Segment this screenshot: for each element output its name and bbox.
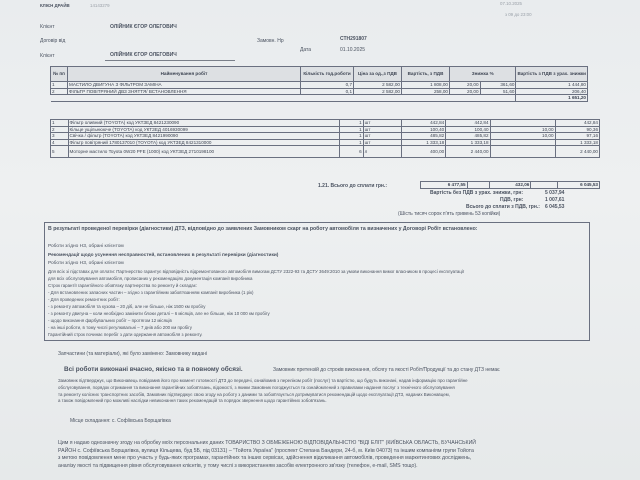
paragraph-line: а також повідомлений про можливі наслідки невиконання таких рекомендацій та порядок звернення щодо гарантійних зобов'язань. — [58, 398, 327, 404]
cell: 97,16 — [555, 133, 599, 140]
customer-underline — [105, 60, 235, 61]
findings-line: Роботи згідно НЗ, обрані клієнтом — [48, 244, 124, 249]
findings-box — [44, 222, 590, 341]
cell: 2 582,00 — [354, 88, 402, 95]
cell: 2 582,00 — [354, 82, 402, 89]
table-row — [51, 88, 588, 95]
cell: 2 — [51, 126, 69, 133]
order-value: СТН291807 — [340, 36, 367, 42]
col-discount: Знижка % — [450, 67, 516, 82]
consent-line: РАЙОН с. Софіївська Борщагівка, вулиця Кільцева, буд 5Б, під 03131) – "Тойота Україна" (проспект Степана Бандери, 24-б, м. Київ 04073) та іншим компаніям групи Тойота — [58, 447, 474, 454]
cell: 5 — [51, 146, 69, 158]
cell: 2 440,00 — [446, 146, 490, 158]
terms-line: - Для проведених ремонтних робіт: — [48, 297, 120, 302]
table-row — [51, 133, 600, 140]
cell: ФІЛЬТР ПОВІТРЯНИЙ ДВЗ ЗНЯТТЯ/ ВСТАНОВЛЕННЯ — [68, 88, 301, 95]
acknowledgement-paragraph — [58, 378, 468, 405]
cell: 51,60 — [480, 88, 516, 95]
paragraph-line: обслуговування, порядок отримання та виконання гарантійних зобов'язань, відомості, з якими Замовник погоджується та ознайомлений з правилами надання послуг з технічного обслуговування — [58, 384, 455, 390]
terms-line: - з ремонту двигуна – коли необхідно замінити блоки деталі – 6 місяців, але не більше, ніж 10 000 км пробігу — [48, 311, 270, 316]
cell: шт — [363, 139, 401, 146]
cell: Моторне мастило Toyota 0W20 PFE (1000) код УКТЗЕД 2710198100 — [68, 146, 339, 158]
col-cost: Вартість, з ПДВ — [402, 67, 450, 82]
cell: 20,00 — [450, 82, 481, 89]
cell: 1 — [339, 139, 363, 146]
cell: 485,82 — [401, 133, 445, 140]
cell — [490, 139, 555, 146]
vat-value: 1 007,61 — [545, 197, 565, 203]
cell: 10,00 — [490, 126, 555, 133]
recommendations-title: Рекомендації щодо усунення несправностей, встановлених в результаті перевірки (діагностики) — [48, 253, 279, 258]
cell: 100,40 — [401, 126, 445, 133]
no-vat-value: 5 037,94 — [545, 190, 565, 196]
cell: МАСТИЛО ДВИГУНА З ФІЛЬТРОМ ЗАМІНА — [68, 82, 301, 89]
cell — [490, 120, 555, 127]
col-hours: Кількість год.роботи — [301, 67, 354, 82]
cell: шт — [363, 126, 401, 133]
parts-table — [50, 119, 600, 158]
completion-statement: Всі роботи виконані вчасно, якісно та в повному обсязі. — [64, 366, 243, 373]
table-row — [51, 146, 600, 158]
paragraph-line: Замовник підтверджує, що Виконавець повідомив його про момент готовності ДТЗ до передачі, ознайомив з переліком робіт (послуг) та вартістю, що будуть виконані, надав інформацію про гарантійне — [58, 378, 468, 383]
cell: 1 333,18 — [401, 139, 445, 146]
table-row — [51, 120, 600, 127]
consent-paragraph — [58, 440, 476, 470]
cell: Фільтр повітряний 1780137010 (TOYOTA) код УКТЗЕД 8421310000 — [68, 139, 339, 146]
totals-table — [420, 181, 600, 189]
terms-line: Строк гарантії гарантійного обов'язку партнерства по ремонту й складає: — [48, 283, 198, 288]
date-value: 01.10.2025 — [340, 47, 366, 53]
customer-label: Клієнт — [40, 53, 55, 59]
table-row — [51, 82, 588, 89]
materials-note: Запчастини (та матеріали), які було замінено: Замовнику видані — [58, 351, 207, 357]
no-vat-label: Вартість без ПДВ з урах. знижки, грн: — [430, 190, 524, 196]
table-row — [51, 95, 588, 102]
col-number: № пп — [51, 67, 68, 82]
customer-value: ОЛІЙНИК ЄГОР ОЛЕГОВИЧ — [110, 52, 177, 58]
cell: 1 808,00 — [402, 82, 450, 89]
terms-line: - на інші роботи, в тому числі регулювальні – 7 днів або 200 км пробігу — [48, 325, 193, 330]
cell: 4 — [51, 139, 69, 146]
recommendations-line: Роботи згідно НЗ, обрані клієнтом — [48, 261, 124, 266]
order-label: Замовн. Нр — [257, 38, 284, 44]
cell: 3 — [51, 133, 69, 140]
cell: 1 — [339, 120, 363, 127]
cell: 20,00 — [450, 88, 481, 95]
cell: 485,82 — [446, 133, 490, 140]
cell: л — [363, 146, 401, 158]
col-name: Найменування робіт — [68, 67, 301, 82]
cell: 361,60 — [480, 82, 516, 89]
cell: 1 — [51, 120, 69, 127]
place-of-issue: Місце складання: с. Софіївська Борщагівка — [70, 418, 171, 424]
cell: 1 333,18 — [555, 139, 599, 146]
terms-line: - щодо виконання фарбувальних робіт – протягом 12 місяців — [48, 318, 172, 323]
cell: 2 440,00 — [555, 146, 599, 158]
sum-total: 6 045,53 — [558, 182, 600, 189]
cell: 258,00 — [402, 88, 450, 95]
work-table-header — [51, 67, 588, 82]
cell: 442,84 — [401, 120, 445, 127]
cell: 6 — [339, 146, 363, 158]
work-subtotal: 1 651,20 — [516, 95, 588, 102]
cell: 206,40 — [516, 88, 588, 95]
table-row — [51, 139, 600, 146]
cell: 2 — [51, 88, 68, 95]
table-row — [421, 182, 600, 189]
completion-statement-rest: Замовник претензій до строків виконання, обсягу та якості Робіт/Продукції та до стану ДТЗ немає — [273, 367, 500, 373]
sum-discount: 432,06 — [489, 182, 531, 189]
company-code: 14143279 — [90, 3, 110, 8]
cell — [490, 146, 555, 158]
contract-label: Договір від — [40, 38, 66, 44]
consent-line: з метою повідомлення мене про участь у будь-яких програмах, гарантійних та інших сервісах, здійснення відкликання автомобілів, проведення маркетингових досліджень, — [58, 455, 472, 462]
table-row — [51, 126, 600, 133]
total-in-words: (Шість тисяч сорок п'ять гривень 53 копійки) — [398, 211, 501, 217]
consent-line: Цим я надаю однозначну згоду на обробку моїх персональних даних ТОВАРИСТВО З ОБМЕЖЕНОЮ ВІДПОВІДАЛЬНІСТЮ "ВІДІ ЕЛІТ" (КИЇВСЬКА ОБЛАСТЬ, БУЧАНСЬКИЙ — [58, 440, 477, 446]
cell: Свічка / фільтр (TOYOTA) код УКТЗЕД 8421990090 — [68, 133, 339, 140]
total-value: 6 045,53 — [545, 204, 565, 210]
findings-title: В результаті проведеної перевірки (діагностики) ДТЗ, відповідно до заявлених Замовником скарг на роботу автомобіля та визначених у Договорі Робіт встановлено: — [48, 226, 478, 232]
terms-line: Для всіх зі підставах для оплати: Партнерство гарантує відповідність відремонтованого автомобіля вимогам ДСТУ 2322-93 та ДСТУ 3649:2010 за умови виконання вимог власником в процесі експлуатації — [48, 269, 465, 274]
cell: 442,84 — [555, 120, 599, 127]
consent-line: аналізу якості та підвищення рівня обслуговування клієнтів, у тому числі з використанням засобів електронного зв'язку (телефон, e-mail, SMS тощо). — [58, 462, 418, 469]
cell: шт — [363, 120, 401, 127]
terms-line: Гарантійний строк починає перебіг з дати одержання автомобіля з ремонту. — [48, 332, 203, 337]
total-label: Всього до сплати з ПДВ, грн.: — [466, 204, 540, 210]
cell: шт — [363, 133, 401, 140]
cell: 0,1 — [301, 88, 354, 95]
cell: 0,7 — [301, 82, 354, 89]
terms-line: для всіх обслуговування автомобіля, прописаних у рекомендаціях документація компанії виробника — [48, 276, 253, 281]
vat-label: ПДВ, грн: — [500, 197, 524, 203]
company-short-name: КЛІЄН ДРАЙВ — [40, 3, 70, 8]
header-time: з 09 до 23:00 — [505, 12, 532, 17]
cell: 1 — [339, 126, 363, 133]
cell: 1 — [339, 133, 363, 140]
cell: 1 — [51, 82, 68, 89]
sum-label: 1.21. Всього до сплати грн.: — [318, 183, 387, 189]
work-table — [50, 66, 588, 102]
cell: 90,36 — [555, 126, 599, 133]
client-label: Клієнт — [40, 24, 55, 30]
cell: Кільце ущільнююче (TOYOTA) код УКТЗЕД 4016930099 — [68, 126, 339, 133]
cell: 442,84 — [446, 120, 490, 127]
col-price: Ціна за од.,з ПДВ — [354, 67, 402, 82]
terms-line: - з ремонту автомобіля та кузова – 20 діб, але не більше, ніж 1500 км пробігу — [48, 304, 206, 309]
paragraph-line: та ремонту колісних транспортних засобів, Замовник підтверджує свою згоду на роботу з даними та зобов'язується дотримуватися рекомендацій щодо експлуатації ДТЗ, наданих Виконавцем, — [58, 391, 450, 397]
cell: 10,00 — [490, 133, 555, 140]
header-date: 07.10.2025 — [500, 1, 522, 6]
cell: 1 444,80 — [516, 82, 588, 89]
cell: 1 333,18 — [446, 139, 490, 146]
client-value: ОЛІЙНИК ЄГОР ОЛЕГОВИЧ — [110, 24, 177, 30]
sum-value: 6 477,55 — [421, 182, 468, 189]
date-label: Дата — [300, 47, 312, 53]
cell: 100,40 — [446, 126, 490, 133]
warranty-terms — [48, 268, 464, 338]
cell: 400,00 — [401, 146, 445, 158]
col-total: Вартість з ПДВ з урах. знижки — [516, 67, 588, 82]
terms-line: - Для встановлених запасних частин – згідно з гарантійним забов'язанням компанії виробника (1 рік) — [48, 290, 254, 295]
cell: Фільтр оливний (TOYOTA) код УКТЗЕД 8421230090 — [68, 120, 339, 127]
